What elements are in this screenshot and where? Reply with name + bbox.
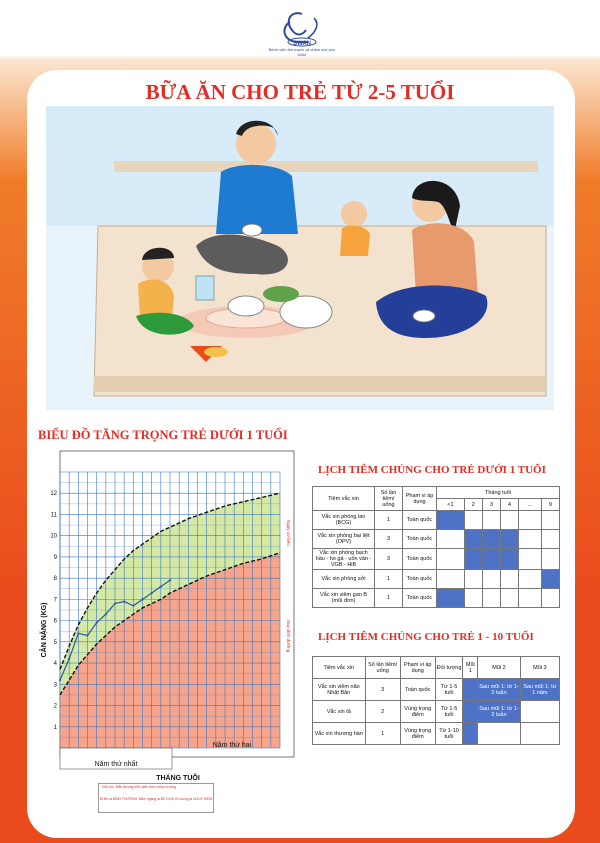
logo-mark: SWAN <box>293 41 311 47</box>
vac2-cell-scope: Vùng trọng điểm <box>400 701 435 723</box>
vac1-month-header: <1 <box>437 499 465 511</box>
y-tick-label: 6 <box>53 618 57 625</box>
vac1-month-header: 3 <box>482 499 500 511</box>
vac2-cell-count: 3 <box>365 679 400 701</box>
vac1-row <box>313 570 560 589</box>
vac2-dose-cell <box>463 723 478 745</box>
child-weight-point <box>123 600 125 602</box>
vac1-month-cell <box>482 570 500 589</box>
vac1-cell-count: 3 <box>375 530 403 549</box>
child-weight-point <box>160 586 162 588</box>
child-weight-point <box>141 598 143 600</box>
vac1-month-cell <box>501 530 519 549</box>
vac1-cell-scope: Toàn quốc <box>403 589 437 608</box>
legend-title: Ghi chú: Biểu đường biểu diễn theo chiều hướng <box>102 785 176 789</box>
vac1-month-cell <box>501 549 519 570</box>
vac2-dose-cell <box>463 701 478 723</box>
vac1-month-cell <box>482 549 500 570</box>
vac1-header-name: Tiêm vắc xin <box>313 487 375 511</box>
vac1-month-cell <box>501 589 519 608</box>
zone-upper-label: Nguy cơ béo <box>286 520 291 546</box>
vac1-cell-name: Vắc xin phòng lao (BCG) <box>313 511 375 530</box>
vac1-cell-count: 1 <box>375 511 403 530</box>
vac2-cell-name: Vắc xin thương hàn <box>313 723 366 745</box>
legend-normal: Đi lên là BÌNH THƯỜNG <box>99 797 138 801</box>
vac1-month-cell <box>519 511 542 530</box>
vac1-cell-scope: Toàn quốc <box>403 530 437 549</box>
y-tick-label: 10 <box>50 533 57 540</box>
vac2-dose-cell: Sau mũi 1: từ 1-2 tuần <box>478 701 520 723</box>
vac1-row <box>313 530 560 549</box>
weight-chart <box>38 450 298 800</box>
vac2-header: Mũi 3 <box>520 657 559 679</box>
vac1-month-cell <box>501 570 519 589</box>
vac1-month-cell <box>541 570 559 589</box>
vac2-header: Số lần tiêm/ uống <box>365 657 400 679</box>
vac1-month-cell <box>541 530 559 549</box>
vac1-cell-scope: Toàn quốc <box>403 511 437 530</box>
vac1-row <box>313 589 560 608</box>
vac1-cell-count: 3 <box>375 549 403 570</box>
vac1-cell-scope: Toàn quốc <box>403 570 437 589</box>
logo-tagline: Bệnh viện tim mạch và chăm sóc sức khỏe <box>268 47 336 57</box>
vac2-table <box>312 656 560 745</box>
vac2-cell-name: Vắc xin tả <box>313 701 366 723</box>
vac1-month-cell <box>501 511 519 530</box>
child-weight-point <box>59 679 61 681</box>
vac2-header: Tiêm vắc xin <box>313 657 366 679</box>
vac1-month-header: ... <box>519 499 542 511</box>
vac1-cell-count: 1 <box>375 570 403 589</box>
vac2-cell-scope: Vùng trọng điểm <box>400 723 435 745</box>
vac1-month-cell <box>437 511 465 530</box>
legend-danger: Đi xuống là NGUY HIỂM <box>175 797 213 801</box>
vac1-month-cell <box>519 570 542 589</box>
y-tick-label: 5 <box>53 639 57 646</box>
year2-label: Năm thứ hai <box>212 742 252 749</box>
child-weight-point <box>68 658 70 660</box>
child-weight-point <box>86 634 88 636</box>
vac2-dose-cell <box>463 679 478 701</box>
chart-title: BIỂU ĐỒ TĂNG TRỌNG TRẺ DƯỚI 1 TUỔI <box>38 428 288 442</box>
vac1-month-cell <box>519 549 542 570</box>
vac1-month-cell <box>482 511 500 530</box>
vac1-month-header: 4 <box>501 499 519 511</box>
page-title: BỮA ĂN CHO TRẺ TỪ 2-5 TUỔI <box>145 80 455 104</box>
vac2-header: Đối tượng <box>435 657 463 679</box>
vac2-cell-count: 1 <box>365 723 400 745</box>
vac1-month-cell <box>541 589 559 608</box>
vac1-header-months: Tháng tuổi <box>437 487 560 499</box>
vac1-month-cell <box>437 549 465 570</box>
vac2-cell-count: 2 <box>365 701 400 723</box>
child-weight-point <box>96 622 98 624</box>
vac2-cell-target: Từ 1-10 tuổi <box>435 723 463 745</box>
vac1-month-cell <box>541 549 559 570</box>
vac1-cell-name: Vắc xin phòng bạch hầu - ho gà - uốn ván - VGB - HiB <box>313 549 375 570</box>
vac1-cell-scope: Toàn quốc <box>403 549 437 570</box>
chart-legend <box>98 783 214 813</box>
y-tick-label: 7 <box>53 597 57 604</box>
vac2-cell-name: Vắc xin viêm não Nhật Bản <box>313 679 366 701</box>
vac1-cell-name: Vắc xin phòng sởi <box>313 570 375 589</box>
child-weight-point <box>114 603 116 605</box>
vac2-dose-cell <box>520 701 559 723</box>
y-tick-label: 11 <box>50 512 57 519</box>
y-tick-label: 4 <box>53 661 57 668</box>
child-weight-point <box>105 613 107 615</box>
vac1-month-cell <box>464 549 482 570</box>
vac1-title: LỊCH TIÊM CHỦNG CHO TRẺ DƯỚI 1 TUỔI <box>318 464 546 476</box>
child-weight-point <box>151 592 153 594</box>
vac1-month-cell <box>437 589 465 608</box>
vac1-month-cell <box>437 570 465 589</box>
y-tick-label: 8 <box>53 576 57 583</box>
y-tick-label: 12 <box>50 491 57 498</box>
vac2-cell-scope: Toàn quốc <box>400 679 435 701</box>
vac2-dose-cell: Sau mũi 1: từ 1-2 tuần <box>478 679 520 701</box>
vac2-header: Mũi 2 <box>478 657 520 679</box>
vac2-cell-target: Từ 1-5 tuổi <box>435 701 463 723</box>
x-axis-label: THÁNG TUỔI <box>156 775 200 782</box>
child-weight-point <box>132 605 134 607</box>
vac2-title: LỊCH TIÊM CHỦNG CHO TRẺ 1 - 10 TUỔI <box>318 631 534 643</box>
y-tick-label: 2 <box>53 703 57 710</box>
y-tick-label: 9 <box>53 554 57 561</box>
year1-label: Năm thứ nhất <box>94 761 138 768</box>
vac2-row <box>313 701 560 723</box>
vac1-header-scope: Phạm vi áp dụng <box>403 487 437 511</box>
y-tick-label: 3 <box>53 682 57 689</box>
vac1-month-cell <box>464 589 482 608</box>
vac1-month-cell <box>464 570 482 589</box>
zone-lower-label: Suy dinh dưỡng <box>286 620 291 653</box>
child-weight-point <box>77 632 79 634</box>
vac1-header-count: Số lần tiêm/ uống <box>375 487 403 511</box>
y-tick-label: 1 <box>53 724 57 731</box>
vac1-cell-name: Vắc xin viêm gan B (mũi đơn) <box>313 589 375 608</box>
vac1-month-cell <box>437 530 465 549</box>
vac2-cell-target: Từ 1-5 tuổi <box>435 679 463 701</box>
vac1-month-cell <box>464 511 482 530</box>
vac1-month-cell <box>519 530 542 549</box>
vac2-row <box>313 723 560 745</box>
vac2-row <box>313 679 560 701</box>
legend-threat: Nằm ngang là ĐE DỌA <box>138 797 174 801</box>
vac1-month-cell <box>519 589 542 608</box>
vac2-dose-cell: Sau mũi 1: từ 1 năm <box>520 679 559 701</box>
child-weight-point <box>169 579 171 581</box>
vac2-dose-cell <box>520 723 559 745</box>
vac1-cell-count: 1 <box>375 589 403 608</box>
vac2-header: Mũi 1 <box>463 657 478 679</box>
vac1-month-header: 2 <box>464 499 482 511</box>
vac1-table <box>312 486 560 608</box>
vac1-month-header: 9 <box>541 499 559 511</box>
vac1-month-cell <box>464 530 482 549</box>
vac1-month-cell <box>482 530 500 549</box>
y-axis-label: CÂN NẶNG (KG) <box>41 602 48 658</box>
vac2-dose-cell <box>478 723 520 745</box>
vac1-month-cell <box>541 511 559 530</box>
vac1-cell-name: Vắc xin phòng bại liệt (OPV) <box>313 530 375 549</box>
vac1-month-cell <box>482 589 500 608</box>
vac2-header: Phạm vi áp dụng <box>400 657 435 679</box>
vac1-row <box>313 511 560 530</box>
vac1-row <box>313 549 560 570</box>
family-meal-illustration <box>46 106 554 410</box>
